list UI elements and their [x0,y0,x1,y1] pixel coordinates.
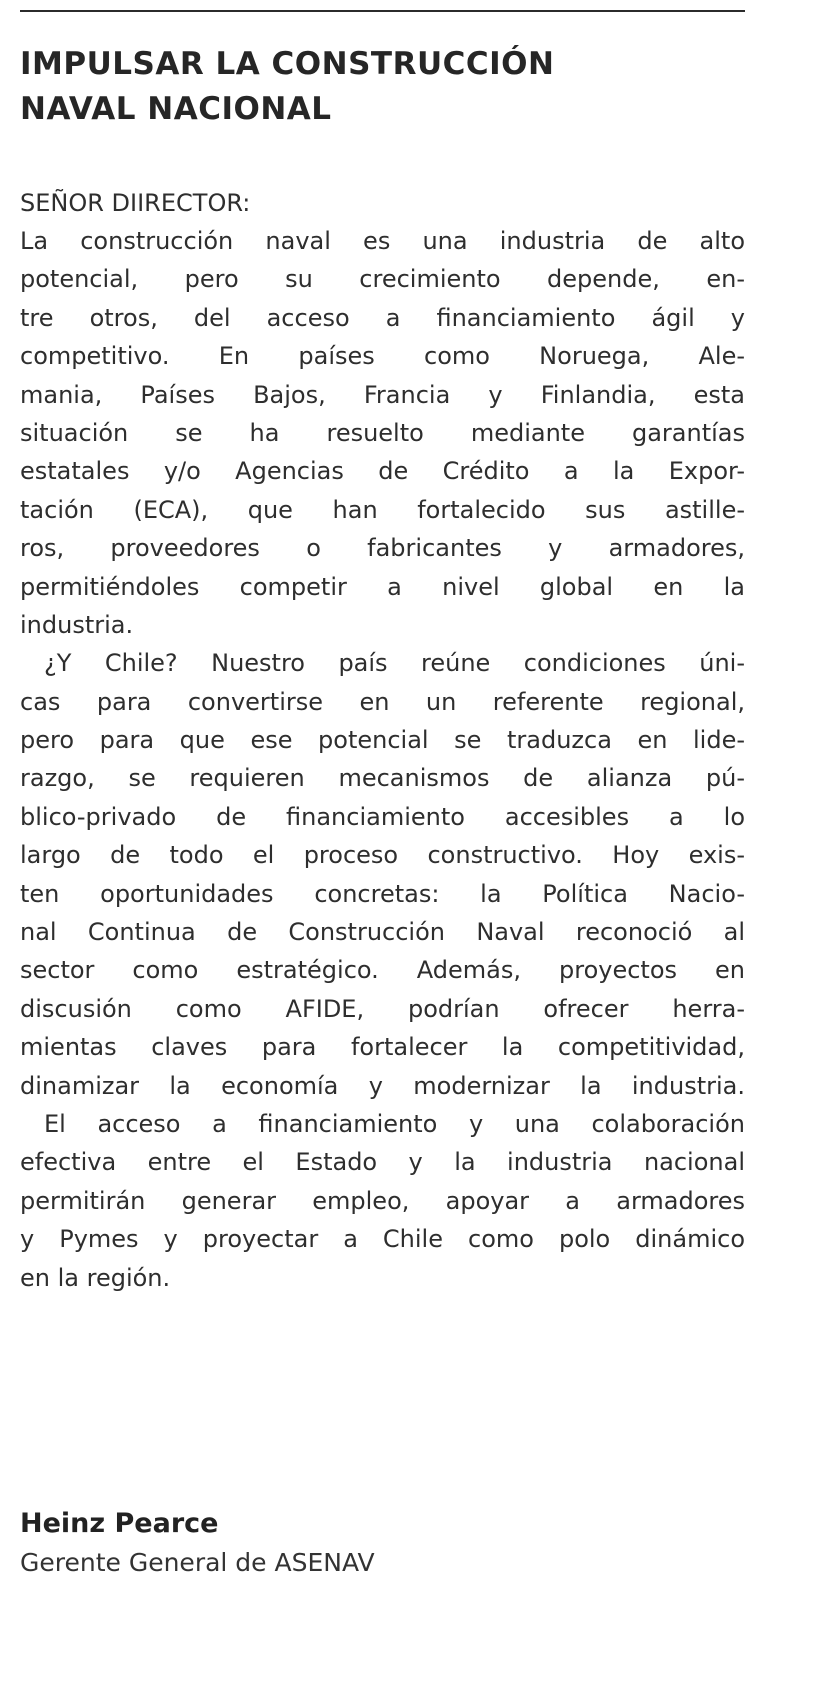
paragraph-3 [20,1105,745,1297]
body-line: mientas claves para fortalecer la competitividad, [20,1033,745,1062]
body-line: industria. [20,610,134,639]
body-line: tación (ECA), que han fortalecido sus astille- [20,495,745,524]
body-line: ros, proveedores o fabricantes y armadores, [20,534,745,563]
body-line: situación se ha resuelto mediante garantías [20,418,745,447]
body-line: El acceso a financiamiento y una colaboración [44,1109,745,1138]
body-line: tre otros, del acceso a financiamiento ágil y [20,303,745,332]
body-line: potencial, pero su crecimiento depende, en- [20,265,745,294]
headline-line: IMPULSAR LA CONSTRUCCIÓN [20,46,555,82]
body-line: discusión como AFIDE, podrían ofrecer herra- [20,994,745,1023]
body-line: competitivo. En países como Noruega, Ale- [20,342,745,371]
letter-body [20,222,745,1297]
author-name: Heinz Pearce [20,1508,219,1539]
body-line: ¿Y Chile? Nuestro país reúne condiciones úni- [44,649,745,678]
body-line: sector como estratégico. Además, proyectos en [20,956,745,985]
body-line: largo de todo el proceso constructivo. Hoy exis- [20,841,745,870]
letter-headline [20,42,745,132]
body-line: permitiéndoles competir a nivel global en la [20,572,745,601]
body-line: permitirán generar empleo, apoyar a armadores [20,1186,745,1215]
top-divider-rule [20,10,745,12]
body-line: ten oportunidades concretas: la Política Nacio- [20,879,745,908]
body-line: razgo, se requieren mecanismos de alianza pú- [20,764,745,793]
salutation: SEÑOR DIIRECTOR: [20,189,251,217]
body-line: y Pymes y proyectar a Chile como polo dinámico [20,1225,745,1254]
signature-block [20,1505,745,1583]
body-line: nal Continua de Construcción Naval reconoció al [20,918,745,947]
body-line: mania, Países Bajos, Francia y Finlandia, esta [20,380,745,409]
body-line: estatales y/o Agencias de Crédito a la Expor- [20,457,745,486]
body-line: blico-privado de financiamiento accesibles a lo [20,802,745,831]
author-role: Gerente General de ASENAV [20,1548,375,1577]
paragraph-2 [20,644,745,1105]
body-line: dinamizar la economía y modernizar la industria. [20,1071,745,1100]
body-line: pero para que ese potencial se traduzca en lide- [20,726,745,755]
body-line: cas para convertirse en un referente regional, [20,687,745,716]
headline-line: NAVAL NACIONAL [20,91,332,127]
body-line: efectiva entre el Estado y la industria nacional [20,1148,745,1177]
body-line: La construcción naval es una industria de alto [20,227,745,255]
body-line: en la región. [20,1263,171,1292]
paragraph-1 [20,222,745,644]
